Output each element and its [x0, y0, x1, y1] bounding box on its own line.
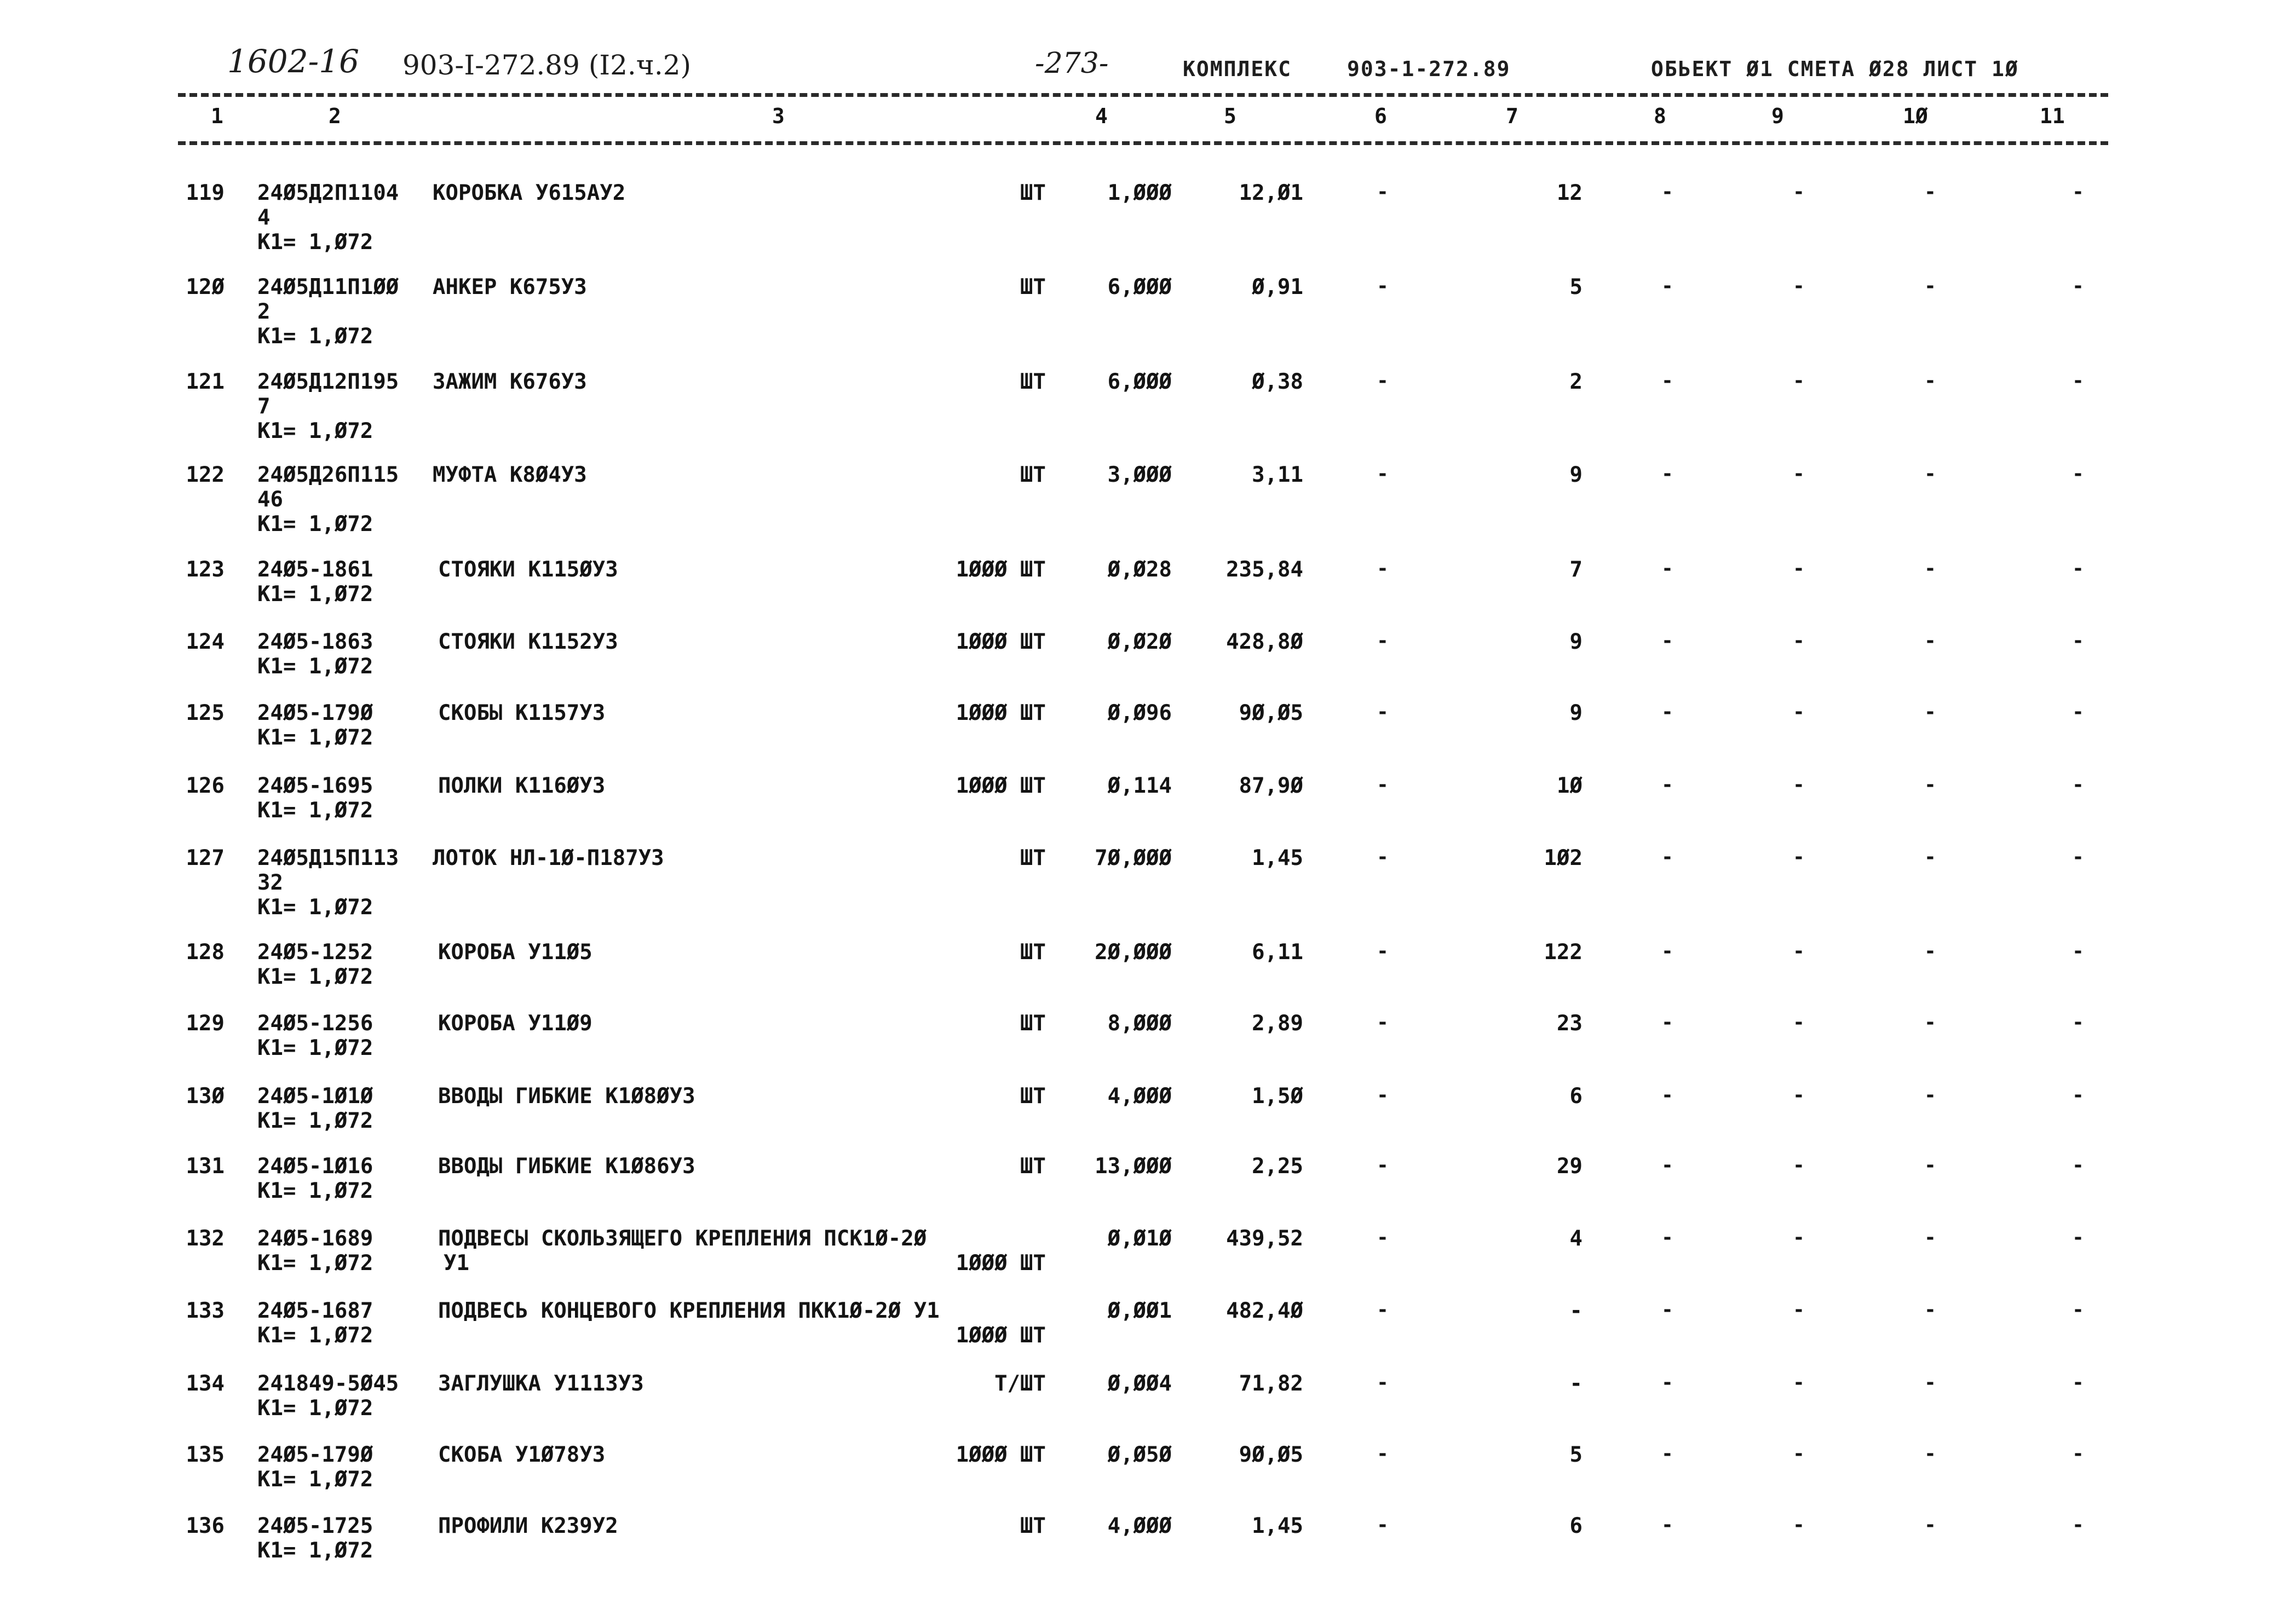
- col-8-value: -: [1661, 1084, 1673, 1106]
- unit-price: Ø,38: [1252, 370, 1303, 394]
- col-9-value: -: [1793, 557, 1805, 580]
- unit-of-measure: 1ØØØ ШТ: [956, 1323, 1046, 1348]
- coefficient: К1= 1,Ø72: [257, 1036, 373, 1060]
- row-number: 13Ø: [186, 1084, 225, 1109]
- col-9-value: -: [1793, 370, 1805, 392]
- column-header-8: 8: [1654, 104, 1666, 128]
- unit-of-measure: 1ØØØ ШТ: [956, 1251, 1046, 1276]
- unit-of-measure: ШТ: [1020, 370, 1046, 394]
- unit-price: 71,82: [1239, 1371, 1303, 1396]
- col-7-value: -: [1569, 1371, 1583, 1396]
- unit-price: 235,84: [1226, 557, 1303, 582]
- resource-code-continuation: 4: [257, 205, 271, 230]
- col-9-value: -: [1793, 1443, 1805, 1465]
- row-number: 136: [186, 1514, 225, 1538]
- coefficient: К1= 1,Ø72: [257, 1251, 373, 1276]
- col-8-value: -: [1661, 1514, 1673, 1536]
- col-8-value: -: [1661, 463, 1673, 485]
- unit-price: 2,25: [1252, 1154, 1303, 1179]
- col-8-value: -: [1661, 701, 1673, 723]
- table-row: [0, 370, 2296, 457]
- column-header-9: 9: [1771, 104, 1784, 128]
- row-number: 133: [186, 1299, 225, 1323]
- col-10-value: -: [1924, 1371, 1936, 1394]
- item-name: КОРОБКА У615АУ2: [433, 181, 626, 205]
- col-8-value: -: [1661, 275, 1673, 297]
- col-9-value: -: [1793, 940, 1805, 962]
- quantity: Ø,ØØ4: [1107, 1371, 1172, 1396]
- table-row: [0, 846, 2296, 933]
- col-8-value: -: [1661, 1154, 1673, 1176]
- col-11-value: -: [2072, 774, 2084, 796]
- resource-code: 24Ø5-1725: [257, 1514, 373, 1538]
- coefficient: К1= 1,Ø72: [257, 324, 373, 349]
- col-10-value: -: [1924, 557, 1936, 580]
- coefficient: К1= 1,Ø72: [257, 1538, 373, 1563]
- item-name: КОРОБА У11Ø5: [438, 940, 592, 965]
- coefficient: К1= 1,Ø72: [257, 1396, 373, 1421]
- col-10-value: -: [1924, 275, 1936, 297]
- resource-code-continuation: 7: [257, 394, 271, 419]
- row-number: 123: [186, 557, 225, 582]
- page-number: -273-: [1035, 47, 1109, 80]
- resource-code: 24Ø5-1Ø16: [257, 1154, 373, 1179]
- quantity: Ø,Ø1Ø: [1107, 1226, 1172, 1251]
- col-7-value: 12: [1557, 181, 1583, 205]
- col-7-value: 29: [1557, 1154, 1583, 1179]
- header-top-rule: [178, 93, 2108, 97]
- column-header-10: 1Ø: [1903, 104, 1928, 128]
- col-7-value: 4: [1569, 1226, 1583, 1251]
- quantity: 2Ø,ØØØ: [1095, 940, 1172, 965]
- resource-code-continuation: 46: [257, 487, 283, 512]
- row-number: 121: [186, 370, 225, 394]
- unit-of-measure: ШТ: [1020, 1011, 1046, 1036]
- row-number: 132: [186, 1226, 225, 1251]
- coefficient: К1= 1,Ø72: [257, 798, 373, 823]
- column-header-4: 4: [1095, 104, 1108, 128]
- table-row: [0, 463, 2296, 550]
- col-7-value: 9: [1569, 463, 1583, 487]
- col-8-value: -: [1661, 940, 1673, 962]
- col-8-value: -: [1661, 557, 1673, 580]
- table-row: [0, 1514, 2296, 1601]
- coefficient: К1= 1,Ø72: [257, 1179, 373, 1203]
- col-7-value: 122: [1544, 940, 1583, 965]
- coefficient: К1= 1,Ø72: [257, 582, 373, 607]
- coefficient: К1= 1,Ø72: [257, 1467, 373, 1492]
- unit-price: 1,45: [1252, 1514, 1303, 1538]
- col-11-value: -: [2072, 940, 2084, 962]
- quantity: 7Ø,ØØØ: [1095, 846, 1172, 870]
- col-11-value: -: [2072, 463, 2084, 485]
- col-11-value: -: [2072, 1443, 2084, 1465]
- quantity: 1,ØØØ: [1107, 181, 1172, 205]
- quantity: 13,ØØØ: [1095, 1154, 1172, 1179]
- col-10-value: -: [1924, 1226, 1936, 1249]
- item-name: ПРОФИЛИ К239У2: [438, 1514, 618, 1538]
- col-10-value: -: [1924, 463, 1936, 485]
- col-6-value: -: [1377, 1154, 1389, 1176]
- quantity: 4,ØØØ: [1107, 1514, 1172, 1538]
- unit-price: 439,52: [1226, 1226, 1303, 1251]
- unit-of-measure: ШТ: [1020, 1084, 1046, 1109]
- quantity: Ø,Ø96: [1107, 701, 1172, 725]
- col-7-value: -: [1569, 1299, 1583, 1323]
- unit-price: 1,45: [1252, 846, 1303, 870]
- unit-price: 428,8Ø: [1226, 630, 1303, 654]
- resource-code: 24Ø5-1Ø1Ø: [257, 1084, 373, 1109]
- handwritten-reference: 1602-16: [227, 43, 360, 80]
- unit-price: 3,11: [1252, 463, 1303, 487]
- col-11-value: -: [2072, 370, 2084, 392]
- col-6-value: -: [1377, 463, 1389, 485]
- resource-code: 24Ø5-1256: [257, 1011, 373, 1036]
- col-6-value: -: [1377, 1514, 1389, 1536]
- coefficient: К1= 1,Ø72: [257, 1323, 373, 1348]
- col-9-value: -: [1793, 1084, 1805, 1106]
- col-6-value: -: [1377, 846, 1389, 868]
- col-10-value: -: [1924, 940, 1936, 962]
- item-name: МУФТА К8Ø4У3: [433, 463, 587, 487]
- col-9-value: -: [1793, 1011, 1805, 1034]
- col-6-value: -: [1377, 701, 1389, 723]
- col-9-value: -: [1793, 1371, 1805, 1394]
- item-name: ЛОТОК НЛ-1Ø-П187У3: [433, 846, 664, 870]
- unit-of-measure: Т/ШТ: [994, 1371, 1046, 1396]
- col-7-value: 1Ø2: [1544, 846, 1583, 870]
- col-10-value: -: [1924, 1154, 1936, 1176]
- unit-of-measure: 1ØØØ ШТ: [956, 1443, 1046, 1467]
- unit-of-measure: ШТ: [1020, 463, 1046, 487]
- col-11-value: -: [2072, 1154, 2084, 1176]
- col-9-value: -: [1793, 1154, 1805, 1176]
- resource-code: 24Ø5Д12П195: [257, 370, 399, 394]
- unit-of-measure: ШТ: [1020, 275, 1046, 299]
- col-6-value: -: [1377, 181, 1389, 203]
- col-7-value: 23: [1557, 1011, 1583, 1036]
- item-name: АНКЕР К675У3: [433, 275, 587, 299]
- col-7-value: 2: [1569, 370, 1583, 394]
- col-11-value: -: [2072, 630, 2084, 652]
- col-10-value: -: [1924, 1084, 1936, 1106]
- col-7-value: 1Ø: [1557, 774, 1583, 798]
- col-6-value: -: [1377, 1443, 1389, 1465]
- item-name: СТОЯКИ К1152У3: [438, 630, 618, 654]
- complex-label: КОМПЛЕКС: [1183, 57, 1292, 81]
- table-row: [0, 181, 2296, 268]
- col-8-value: -: [1661, 1299, 1673, 1321]
- unit-price: 1,5Ø: [1252, 1084, 1303, 1109]
- col-8-value: -: [1661, 846, 1673, 868]
- header-bottom-rule: [178, 141, 2108, 145]
- quantity: 4,ØØØ: [1107, 1084, 1172, 1109]
- col-8-value: -: [1661, 1443, 1673, 1465]
- coefficient: К1= 1,Ø72: [257, 419, 373, 443]
- column-header-6: 6: [1374, 104, 1387, 128]
- column-header-1: 1: [211, 104, 223, 128]
- col-11-value: -: [2072, 1299, 2084, 1321]
- col-7-value: 7: [1569, 557, 1583, 582]
- coefficient: К1= 1,Ø72: [257, 965, 373, 989]
- resource-code: 241849-5Ø45: [257, 1371, 399, 1396]
- resource-code: 24Ø5-179Ø: [257, 1443, 373, 1467]
- item-name: ВВОДЫ ГИБКИЕ К1Ø8ØУ3: [438, 1084, 695, 1109]
- quantity: 3,ØØØ: [1107, 463, 1172, 487]
- column-header-7: 7: [1506, 104, 1518, 128]
- col-9-value: -: [1793, 846, 1805, 868]
- col-10-value: -: [1924, 701, 1936, 723]
- resource-code: 24Ø5-1861: [257, 557, 373, 582]
- coefficient: К1= 1,Ø72: [257, 1109, 373, 1133]
- col-11-value: -: [2072, 1226, 2084, 1249]
- document-code: 903-I-272.89 (I2.ч.2): [402, 49, 692, 81]
- col-11-value: -: [2072, 1371, 2084, 1394]
- table-row: [0, 275, 2296, 362]
- row-number: 126: [186, 774, 225, 798]
- row-number: 124: [186, 630, 225, 654]
- item-name: СКОБЫ К1157У3: [438, 701, 606, 725]
- row-number: 131: [186, 1154, 225, 1179]
- column-header-3: 3: [772, 104, 785, 128]
- col-10-value: -: [1924, 370, 1936, 392]
- col-6-value: -: [1377, 1371, 1389, 1394]
- col-11-value: -: [2072, 1084, 2084, 1106]
- col-8-value: -: [1661, 1226, 1673, 1249]
- unit-of-measure: 1ØØØ ШТ: [956, 557, 1046, 582]
- unit-price: 6,11: [1252, 940, 1303, 965]
- col-8-value: -: [1661, 181, 1673, 203]
- quantity: Ø,114: [1107, 774, 1172, 798]
- col-10-value: -: [1924, 846, 1936, 868]
- quantity: Ø,Ø5Ø: [1107, 1443, 1172, 1467]
- col-10-value: -: [1924, 630, 1936, 652]
- col-10-value: -: [1924, 774, 1936, 796]
- item-name: СТОЯКИ К115ØУ3: [438, 557, 618, 582]
- resource-code-continuation: 2: [257, 299, 271, 324]
- col-6-value: -: [1377, 630, 1389, 652]
- unit-of-measure: 1ØØØ ШТ: [956, 774, 1046, 798]
- quantity: 6,ØØØ: [1107, 275, 1172, 299]
- col-7-value: 6: [1569, 1514, 1583, 1538]
- col-8-value: -: [1661, 630, 1673, 652]
- col-8-value: -: [1661, 1011, 1673, 1034]
- col-6-value: -: [1377, 1084, 1389, 1106]
- col-9-value: -: [1793, 630, 1805, 652]
- quantity: Ø,Ø2Ø: [1107, 630, 1172, 654]
- object-sheet-info: ОБЬЕКТ Ø1 СМЕТА Ø28 ЛИСТ 1Ø: [1651, 57, 2019, 81]
- item-name: СКОБА У1Ø78У3: [438, 1443, 606, 1467]
- resource-code: 24Ø5-1252: [257, 940, 373, 965]
- coefficient: К1= 1,Ø72: [257, 725, 373, 750]
- col-11-value: -: [2072, 181, 2084, 203]
- unit-of-measure: ШТ: [1020, 1154, 1046, 1179]
- resource-code: 24Ø5Д2П1104: [257, 181, 399, 205]
- unit-of-measure: ШТ: [1020, 846, 1046, 870]
- col-11-value: -: [2072, 846, 2084, 868]
- row-number: 12Ø: [186, 275, 225, 299]
- unit-price: 9Ø,Ø5: [1239, 701, 1303, 725]
- quantity: Ø,ØØ1: [1107, 1299, 1172, 1323]
- quantity: 8,ØØØ: [1107, 1011, 1172, 1036]
- col-9-value: -: [1793, 1299, 1805, 1321]
- item-name-continuation: У1: [444, 1251, 469, 1276]
- col-11-value: -: [2072, 275, 2084, 297]
- unit-of-measure: 1ØØØ ШТ: [956, 701, 1046, 725]
- unit-of-measure: ШТ: [1020, 181, 1046, 205]
- col-10-value: -: [1924, 1299, 1936, 1321]
- unit-price: 482,4Ø: [1226, 1299, 1303, 1323]
- resource-code: 24Ø5Д15П113: [257, 846, 399, 870]
- row-number: 128: [186, 940, 225, 965]
- column-header-11: 11: [2040, 104, 2065, 128]
- col-9-value: -: [1793, 701, 1805, 723]
- col-9-value: -: [1793, 774, 1805, 796]
- col-9-value: -: [1793, 1514, 1805, 1536]
- resource-code: 24Ø5Д11П1ØØ: [257, 275, 399, 299]
- col-6-value: -: [1377, 940, 1389, 962]
- item-name: ПОДВЕСЬ КОНЦЕВОГО КРЕПЛЕНИЯ ПКК1Ø-2Ø У1: [438, 1299, 940, 1323]
- col-7-value: 5: [1569, 1443, 1583, 1467]
- col-11-value: -: [2072, 1011, 2084, 1034]
- unit-price: 87,9Ø: [1239, 774, 1303, 798]
- row-number: 127: [186, 846, 225, 870]
- quantity: Ø,Ø28: [1107, 557, 1172, 582]
- row-number: 119: [186, 181, 225, 205]
- unit-of-measure: 1ØØØ ШТ: [956, 630, 1046, 654]
- row-number: 134: [186, 1371, 225, 1396]
- col-9-value: -: [1793, 1226, 1805, 1249]
- quantity: 6,ØØØ: [1107, 370, 1172, 394]
- col-7-value: 6: [1569, 1084, 1583, 1109]
- col-11-value: -: [2072, 701, 2084, 723]
- col-6-value: -: [1377, 1299, 1389, 1321]
- resource-code: 24Ø5-1687: [257, 1299, 373, 1323]
- row-number: 129: [186, 1011, 225, 1036]
- col-10-value: -: [1924, 1443, 1936, 1465]
- unit-price: 12,Ø1: [1239, 181, 1303, 205]
- item-name: ПОЛКИ К116ØУ3: [438, 774, 606, 798]
- item-name: ЗАГЛУШКА У1113У3: [438, 1371, 644, 1396]
- unit-price: 9Ø,Ø5: [1239, 1443, 1303, 1467]
- unit-price: 2,89: [1252, 1011, 1303, 1036]
- coefficient: К1= 1,Ø72: [257, 654, 373, 679]
- col-7-value: 9: [1569, 701, 1583, 725]
- item-name: ВВОДЫ ГИБКИЕ К1Ø86У3: [438, 1154, 695, 1179]
- item-name: ЗАЖИМ К676У3: [433, 370, 587, 394]
- col-6-value: -: [1377, 370, 1389, 392]
- row-number: 125: [186, 701, 225, 725]
- col-9-value: -: [1793, 275, 1805, 297]
- col-8-value: -: [1661, 1371, 1673, 1394]
- col-7-value: 9: [1569, 630, 1583, 654]
- col-11-value: -: [2072, 1514, 2084, 1536]
- coefficient: К1= 1,Ø72: [257, 230, 373, 255]
- col-8-value: -: [1661, 370, 1673, 392]
- item-name: ПОДВЕСЫ СКОЛЬЗЯЩЕГО КРЕПЛЕНИЯ ПСК1Ø-2Ø: [438, 1226, 927, 1251]
- col-10-value: -: [1924, 1514, 1936, 1536]
- col-10-value: -: [1924, 181, 1936, 203]
- col-6-value: -: [1377, 774, 1389, 796]
- unit-of-measure: ШТ: [1020, 1514, 1046, 1538]
- col-8-value: -: [1661, 774, 1673, 796]
- row-number: 135: [186, 1443, 225, 1467]
- resource-code: 24Ø5-1695: [257, 774, 373, 798]
- column-header-2: 2: [329, 104, 341, 128]
- col-6-value: -: [1377, 557, 1389, 580]
- column-header-5: 5: [1224, 104, 1236, 128]
- col-9-value: -: [1793, 463, 1805, 485]
- unit-price: Ø,91: [1252, 275, 1303, 299]
- col-6-value: -: [1377, 1011, 1389, 1034]
- resource-code: 24Ø5-1863: [257, 630, 373, 654]
- resource-code: 24Ø5-1689: [257, 1226, 373, 1251]
- row-number: 122: [186, 463, 225, 487]
- resource-code-continuation: 32: [257, 870, 283, 895]
- col-7-value: 5: [1569, 275, 1583, 299]
- resource-code: 24Ø5-179Ø: [257, 701, 373, 725]
- coefficient: К1= 1,Ø72: [257, 512, 373, 536]
- col-9-value: -: [1793, 181, 1805, 203]
- col-11-value: -: [2072, 557, 2084, 580]
- complex-code: 903-1-272.89: [1347, 57, 1511, 81]
- col-6-value: -: [1377, 1226, 1389, 1249]
- coefficient: К1= 1,Ø72: [257, 895, 373, 920]
- resource-code: 24Ø5Д26П115: [257, 463, 399, 487]
- unit-of-measure: ШТ: [1020, 940, 1046, 965]
- col-6-value: -: [1377, 275, 1389, 297]
- col-10-value: -: [1924, 1011, 1936, 1034]
- item-name: КОРОБА У11Ø9: [438, 1011, 592, 1036]
